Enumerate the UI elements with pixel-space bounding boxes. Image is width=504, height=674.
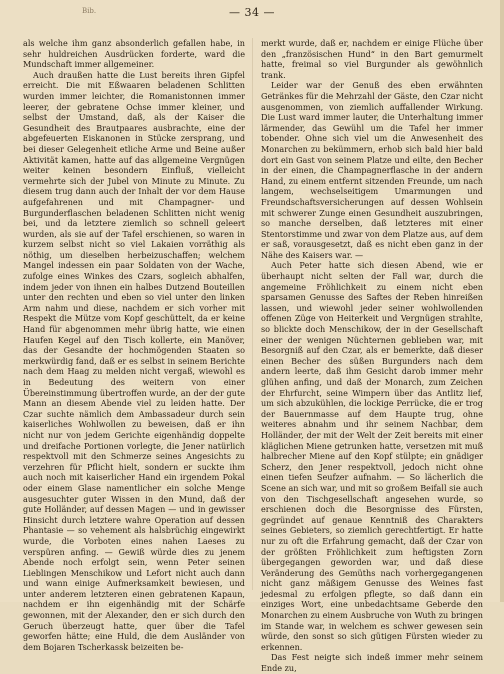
paragraph: Auch Peter hatte sich diesen Abend, wie er überhaupt nicht selten der Fall war, durch die angemeine Fröhlichkeit zu einem nicht eben sparsamen Genusse des Saftes der Reben hinreißen lassen, und wiewohl jeder seiner wohlwollenden offenen Züge von Heiterkeit und Vergnügen strahlte, so blickte doch Menschikow, der in der Gesellschaft einer der wenigen Nüchternen geblieben war, mit Besorgniß auf den Czar, als er bemerkte, daß dieser einen Becher des süßen Burgunders nach dem andern leerte, daß ihm Gesicht darob immer mehr glühen anfing, und daß der Monarch, zum Zeichen der Ehrfurcht, seine Wimpern über das Antlitz lief, um sich abzukühlen, die lockige Perrücke, die er trog der Bauernmasse auf dem Haupte trug, ohne weiteres abnahm und ihr seinem Nachbar, dem Holländer, der mit der Welt der Zeit bereits mit einer kläglichen Miene getrunken hatte, versetzen mit muß halbrecher Miene auf den Kopf stülpte; ein gnädiger Scherz, den Jener respektvoll, jedoch nicht ohne einen tiefen Seufzer aufnahm. — So lächerlich die Scene an sich war, und mit so großem Beifall sie auch von den Tischgesellschaft angesehen wurde, so erschienen doch die Besorgnisse des Fürsten, gegründet auf genaue Kenntniß des Charakters seines Gebieters, so ziemlich gerechtfertigt. Er hatte nur zu oft die Erfahrung gemacht, daß der Czar von der größten Fröhlichkeit zum heftigsten Zorn übergegangen geworden war, und daß diese Veränderung des Gemüths nach vorhergegangenen nicht ganz mäßigem Genusse des Weines fast jedesmal zu erfolgen pflegte, so daß dann ein einziges Wort, eine unbedachtsame Geberde den Monarchen zu einem Ausbruche von Wuth zu bringen im Stande war, in welchem es schwer gewesen sein würde, den sonst so sich gütigen Fürsten wieder zu erkennen. — [261, 260, 484, 652]
paragraph: Auch draußen hatte die Lust bereits ihren Gipfel erreicht. Die mit Eßwaaren beladenen Schlitten wurden immer leichter, die Romanistonnen immer leerer, der gebratene Ochse immer kleiner, und selbst der Umstand, daß, als der Kaiser die Gesundheit des Brautpaares ausbrachte, eine der abgefeuerten Eiskanonen in Stücke zersprang, und bei dieser Gelegenheit etliche Arme und Beine außer Aktivität kamen, hatte auf das allgemeine Vergnügen weiter keinen besondern Einfluß, vielleicht vermehrte sich der Jubel von Minute zu Minute. Zu diesem trug dann auch der Inhalt der vor dem Hause aufgefahrenen und mit Champagner- und Burgunderflaschen beladenen Schlitten nicht wenig bei, und da letztere ziemlich so schnell geleert wurden, als sie auf der Tafel erschienen, so waren in kurzem selbst nicht so viel Lakaien vorräthig als nöthig, um dieselben herbeizuschaffen; welchem Mangel indessen ein paar Soldaten von der Wache, zufolge eines Winkes des Czars, sogleich abhalfen, indem jeder von ihnen ein halbes Dutzend Bouteillen unter den rechten und eben so viel unter den linken Arm nahm und diese, nachdem er sich vorher mit Respekt die Mütze vom Kopf geschüttelt, da er keine Hand für abgenommen mehr übrig hatte, wie einen Haufen Kegel auf den Tisch kollerte, ein Manöver, das der Gesandte der hochmögenden Staaten so merkwürdig fand, daß er es selbst in seinem Berichte nach dem Haag zu melden nicht vergaß, wiewohl es in Bedeutung des weitern von einer Übereinstimmung übertroffen wurde, an der der gute Mann an diesem Abende viel zu leiden hatte. Der Czar suchte nämlich dem Ambassadeur durch sein kaiserliches Wohlwollen zu beweisen, daß er ihn nicht nur von jedem Gerichte eigenhändig doppelte und dreifache Portionen vorlegte, die Jener natürlich respektvoll mit den Schmerze seines Angesichts zu verzehren für Pflicht hielt, sondern er suckte ihm auch noch mit kaiserlicher Hand ein irgendem Pokal oder einem Glase namentlicher ein solche Menge ausgesuchter guter Wissen in den Mund, daß der gute Holländer, auf dessen Magen — und in gewisser Hinsicht durch letztere wahre Operation auf dessen Phantasie — so vehement als halsbrüchig eingewirkt wurde, die Vorboten eines nahen Laeses zu verspüren anfing. — Gewiß würde dies zu jenem Abende noch erfolgt sein, wenn Peter seinen Lieblingen Menschikow und Lefort nicht auch dann und wann einige Aufmerksamkeit bewiesen, und unter anderem letzteren einen gebratenen Kapaun, nachdem er ihn eigenhändig mit der Schärfe gewonnen, mit der Alexander, den er sich durch den Geruch überzeugt hatte, quer über die Tafel geworfen hätte; eine Huld, die dem Ausländer von dem Bojaren Tscherkassk beizeiten be- — [23, 69, 245, 652]
library-stamp: Bib. — [82, 7, 97, 15]
paragraph: als welche ihm ganz absonderlich gefallen habe, in sehr huldreichen Ausdrücken forderte, ward die Mundschaft immer allgemeiner. — [23, 38, 245, 70]
page-number: — 34 — — [229, 6, 275, 19]
column-divider — [252, 38, 253, 590]
left-text-column — [23, 38, 245, 652]
paragraph: Das Fest neigte sich indeß immer mehr seinem Ende zu, — [261, 652, 483, 674]
right-text-column — [261, 38, 483, 674]
page-edge — [500, 0, 504, 602]
paragraph: Leider war der Genuß des eben erwähnten Getränkes für die Mehrzahl der Gäste, den Czar nicht ausgenommen, von ziemlich auffallender Wirkung. Die Lust ward immer lauter, die Unterhaltung immer lärmender, das Gewühl um die Tafel her immer tobender. Ohne sich viel um die Anwesenheit des Monarchen zu bekümmern, erhob sich bald hier bald dort ein Gast von seinem Platze und eilte, den Becher in der einen, die Champagnerflasche in der andern Hand, zu einem entfernt sitzenden Freunde, um nach langem, wechselseitigem Umarmungen und Freundschaftsversicherungen auf dessen Wohlsein mit schwerer Zunge einen Gesundheit auszubringen, so manche derselben, daß letzteres mit einer Stentorstimme und zwar von dem Platze aus, auf dem er saß, vorausgesetzt, daß es nicht eben ganz in der Nähe des Kaisers war. — — [261, 80, 483, 260]
paragraph: merkt wurde, daß er, nachdem er einige Flüche über den „französischen Hund“ in den Bart gemurmelt hatte, freimal so viel Burgunder als gewöhnlich trank. — [261, 38, 483, 80]
running-head — [0, 6, 504, 20]
